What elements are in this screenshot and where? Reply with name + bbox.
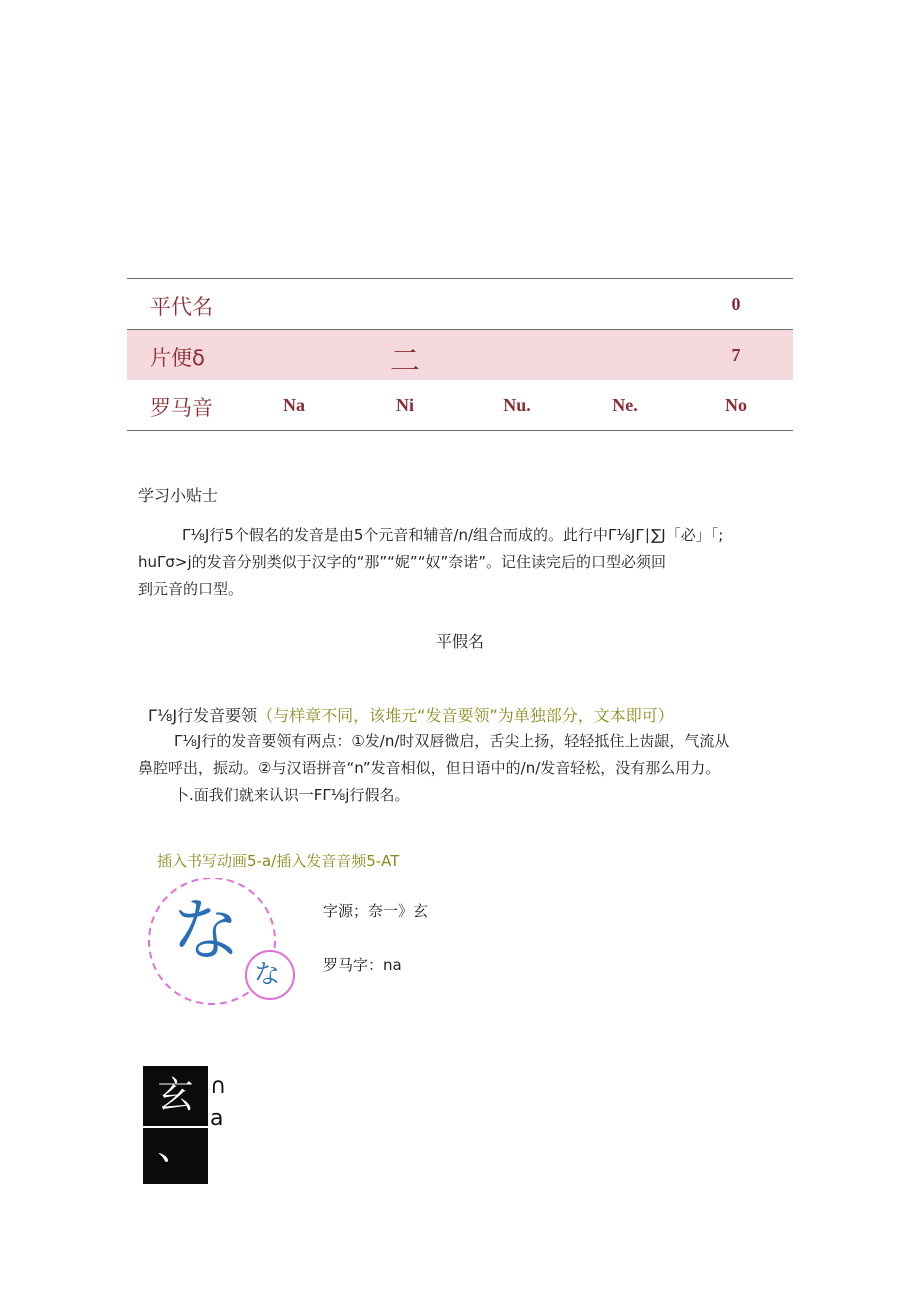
pron-line-3: 卜.面我们就来认识一FΓ⅛j行假名。 — [174, 786, 410, 804]
kana-romaji: 罗马字：na — [323, 956, 402, 974]
cell-romaji-nu: Nu. — [503, 395, 531, 415]
table-row-katakana — [127, 330, 793, 380]
cell-hiragana-no: 0 — [731, 294, 741, 314]
kana-origin: 字源；奈一》玄 — [323, 902, 429, 920]
pron-line-2: 鼻腔呼出，振动。②与汉语拼音“n”发音相似，但日语中的/n/发音轻松，没有那么用力。 — [138, 759, 721, 777]
kana-big: な — [172, 892, 241, 971]
tips-body — [138, 522, 808, 603]
stroke-side-2: a — [210, 1106, 224, 1131]
stroke-box-mark: 、 — [143, 1128, 208, 1184]
pron-line-1: Γ⅛J行的发音要领有两点：①发/n/时双唇微启，舌尖上扬，轻轻抵住上齿龈，气流从 — [174, 732, 730, 750]
cell-katakana-no: 7 — [731, 345, 741, 365]
stroke-box-char: 玄 — [143, 1066, 208, 1126]
row-label-hiragana: 平代名 — [150, 295, 213, 319]
insert-note: 插入书写动画5-a/插入发音音频5-AT — [157, 852, 400, 870]
stroke-side-1: ∩ — [210, 1074, 227, 1099]
cell-katakana-ni: 二 — [390, 345, 420, 378]
pron-heading — [148, 702, 674, 730]
pron-title: Γ⅛J行发音要领 — [148, 706, 258, 725]
table-rule-bottom — [127, 430, 793, 431]
center-title: 平假名 — [435, 632, 484, 651]
tips-line-3: 到元音的口型。 — [138, 580, 244, 598]
table-row-hiragana — [127, 279, 793, 329]
cell-romaji-ne: Ne. — [612, 395, 638, 415]
kana-small: な — [254, 960, 281, 990]
kana-na-illustration — [140, 878, 300, 1008]
pron-note: （与样章不同，该堆元“发音要领”为单独部分，文本即可） — [257, 706, 674, 725]
kana-table — [127, 278, 793, 431]
cell-romaji-ni: Ni — [396, 395, 414, 415]
table-row-romaji — [127, 380, 793, 430]
cell-romaji-no: No — [725, 395, 747, 415]
row-label-romaji: 罗马音 — [150, 396, 213, 420]
tips-heading: 学习小贴士 — [138, 486, 219, 505]
cell-romaji-na: Na — [283, 395, 305, 415]
pron-body — [138, 728, 818, 809]
tips-line-1: Γ⅛J行5个假名的发音是由5个元音和辅音/n/组合而成的。此行中Γ⅛JΓ∣∑J「必」「; — [182, 526, 724, 544]
row-label-katakana: 片便δ — [150, 346, 205, 370]
tips-line-2: huΓσ>j的发音分别类似于汉字的“那”“妮”“奴”奈诺”。记住读完后的口型必须回 — [138, 553, 667, 571]
